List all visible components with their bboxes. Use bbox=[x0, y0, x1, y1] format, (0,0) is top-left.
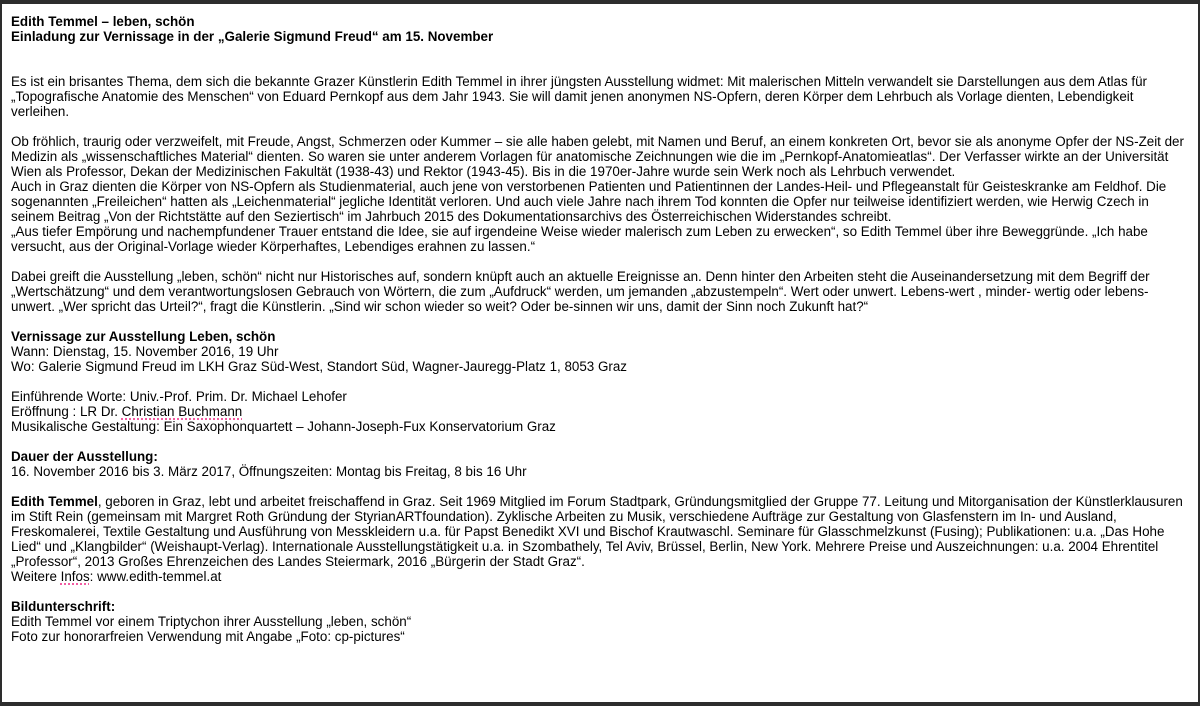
bio-section bbox=[11, 494, 1190, 584]
bio-text: , geboren in Graz, lebt und arbeitet freischaffend in Graz. Seit 1969 Mitglied im Forum Stadtpark, Gründungsmitglied der Gruppe 77. Leitung und Mitorganisation der Künstlerklausuren im Stift Rein (gemeinsam mit Margret Roth Gründung der StyrianARTfoundation). Zyklische Arbeiten zu Musik, verschiedene Aufträge zur Gestaltung von Glasfenstern im In- und Ausland, Freskomalerei, Textile Gestaltung und Ausführung von Messkleidern u.a. für Papst Benedikt XVI und Bischof Krautwaschl. Seminare für Glasschmelzkunst (Fusing); Publikationen: u.a. „Das Hohe Lied“ und „Klangbilder“ (Weishaupt-Verlag). Internationale Ausstellungstätigkeit u.a. in Szombathely, Tel Aviv, Brüssel, Berlin, New York. Mehrere Preise und Auszeichnungen: u.a. 2004 Ehrentitel „Professor“, 2013 Großes Ehrenzeichen des Landes Steiermark, 2016 „Bürgerin der Stadt Graz“. bbox=[11, 494, 1183, 569]
document-title: Edith Temmel – leben, schön bbox=[11, 14, 195, 29]
bio-infos-line bbox=[11, 569, 1190, 584]
vernissage-section bbox=[11, 329, 1190, 374]
bio-infos-prefix: Weitere bbox=[11, 569, 61, 584]
vernissage-where-line: Wo: Galerie Sigmund Freud im LKH Graz Süd-West, Standort Süd, Wagner-Jauregg-Platz 1, 8053 Graz bbox=[11, 359, 627, 374]
bio-artist-name: Edith Temmel bbox=[11, 494, 98, 509]
history-part-quote: „Aus tiefer Empörung und nachempfundener Trauer entstand die Idee, sie auf irgendeine Weise wieder malerisch zum Leben zu erwecken“, so Edith Temmel über ihre Beweggründe. „Ich habe versucht, aus der Original-Vorlage wieder Körperhaftes, Lebendiges erahnen zu lassen.“ bbox=[11, 224, 1148, 254]
program-music-line: Musikalische Gestaltung: Ein Saxophonquartett – Johann-Joseph-Fux Konservatorium Graz bbox=[11, 419, 556, 434]
duration-heading: Dauer der Ausstellung: bbox=[11, 449, 158, 464]
program-opening-line bbox=[11, 404, 1190, 419]
program-section bbox=[11, 389, 1190, 434]
context-paragraph: Dabei greift die Ausstellung „leben, schön“ nicht nur Historisches auf, sondern knüpft auch an aktuelle Ereignisse an. Denn hinter den Arbeiten steht die Auseinandersetzung mit dem Begriff der „Wertschätzung“ und dem verantwortungslosen Gebrauch von Wörtern, die zum „Aufdruck“ werden, um jemanden „abzustempeln“. Wert oder unwert. Lebens-wert , minder- wertig oder lebens-unwert. „Wer spricht das Urteil?“, fragt die Künstlerin. „Sind wir schon wieder so weit? Oder be-sinnen wir uns, damit der Sinn noch Zukunft hat?“ bbox=[11, 269, 1150, 314]
caption-heading: Bildunterschrift: bbox=[11, 599, 116, 614]
duration-section bbox=[11, 449, 1190, 479]
program-intro-words-line: Einführende Worte: Univ.-Prof. Prim. Dr. Michael Lehofer bbox=[11, 389, 347, 404]
spellcheck-marked-word: Infos bbox=[60, 569, 90, 584]
vernissage-when-line: Wann: Dienstag, 15. November 2016, 19 Uhr bbox=[11, 344, 279, 359]
history-part-graz: Auch in Graz dienten die Körper von NS-Opfern als Studienmaterial, auch jene von verstorbenen Patienten und Patientinnen der Landes-Heil- und Pflegeanstalt für Geisteskranke am Feldhof. Die sogenannten „Freileichen“ hatten als „Leichenmaterial“ jegliche Identität verloren. Und auch viele Jahre nach ihrem Tod konnten die Opfer nur teilweise identifiziert werden, wie Herwig Czech in seinem Beitrag „Von der Richtstätte auf den Seziertisch“ im Jahrbuch 2015 des Dokumentationsarchivs des Österreichischen Widerstandes schreibt. bbox=[11, 179, 1167, 224]
duration-times-line: 16. November 2016 bis 3. März 2017, Öffnungszeiten: Montag bis Freitag, 8 bis 16 Uhr bbox=[11, 464, 527, 479]
history-paragraph bbox=[11, 134, 1190, 254]
caption-line-2: Foto zur honorarfreien Verwendung mit Angabe „Foto: cp-pictures“ bbox=[11, 629, 405, 644]
bio-website-text: : www.edith-temmel.at bbox=[89, 569, 222, 584]
caption-line-1: Edith Temmel vor einem Triptychon ihrer Ausstellung „leben, schön“ bbox=[11, 614, 412, 629]
document-subtitle: Einladung zur Vernissage in der „Galerie Sigmund Freud“ am 15. November bbox=[11, 29, 494, 44]
vernissage-heading: Vernissage zur Ausstellung Leben, schön bbox=[11, 329, 276, 344]
title-block bbox=[11, 14, 1190, 44]
history-part-pernkopf: Ob fröhlich, traurig oder verzweifelt, mit Freude, Angst, Schmerzen oder Kummer – sie alle haben gelebt, mit Namen und Beruf, an einem konkreten Ort, bevor sie als anonyme Opfer der NS-Zeit der Medizin als „wissenschaftliches Material“ dienten. So waren sie unter anderem Vorlagen für anatomische Zeichnungen wie die im „Pernkopf-Anatomieatlas“. Der Verfasser wirkte an der Universität Wien als Professor, Dekan der Medizinischen Fakultät (1938-43) und Rektor (1943-45). Bis in die 1970er-Jahre wurde sein Werk noch als Lehrbuch verwendet. bbox=[11, 134, 1184, 179]
caption-section bbox=[11, 599, 1190, 644]
intro-paragraph: Es ist ein brisantes Thema, dem sich die bekannte Grazer Künstlerin Edith Temmel in ihrer jüngsten Ausstellung widmet: Mit malerischen Mitteln verwandelt sie Darstellungen aus dem Atlas für „Topografische Anatomie des Menschen“ von Eduard Pernkopf aus dem Jahr 1943. Sie will damit jenen anonymen NS-Opfern, deren Körper dem Lehrbuch als Vorlage dienten, Lebendigkeit verleihen. bbox=[11, 74, 1148, 119]
program-opening-prefix: Eröffnung : LR Dr. bbox=[11, 404, 122, 419]
bio-paragraph bbox=[11, 494, 1190, 569]
spellcheck-marked-name: Christian Buchmann bbox=[121, 404, 243, 419]
